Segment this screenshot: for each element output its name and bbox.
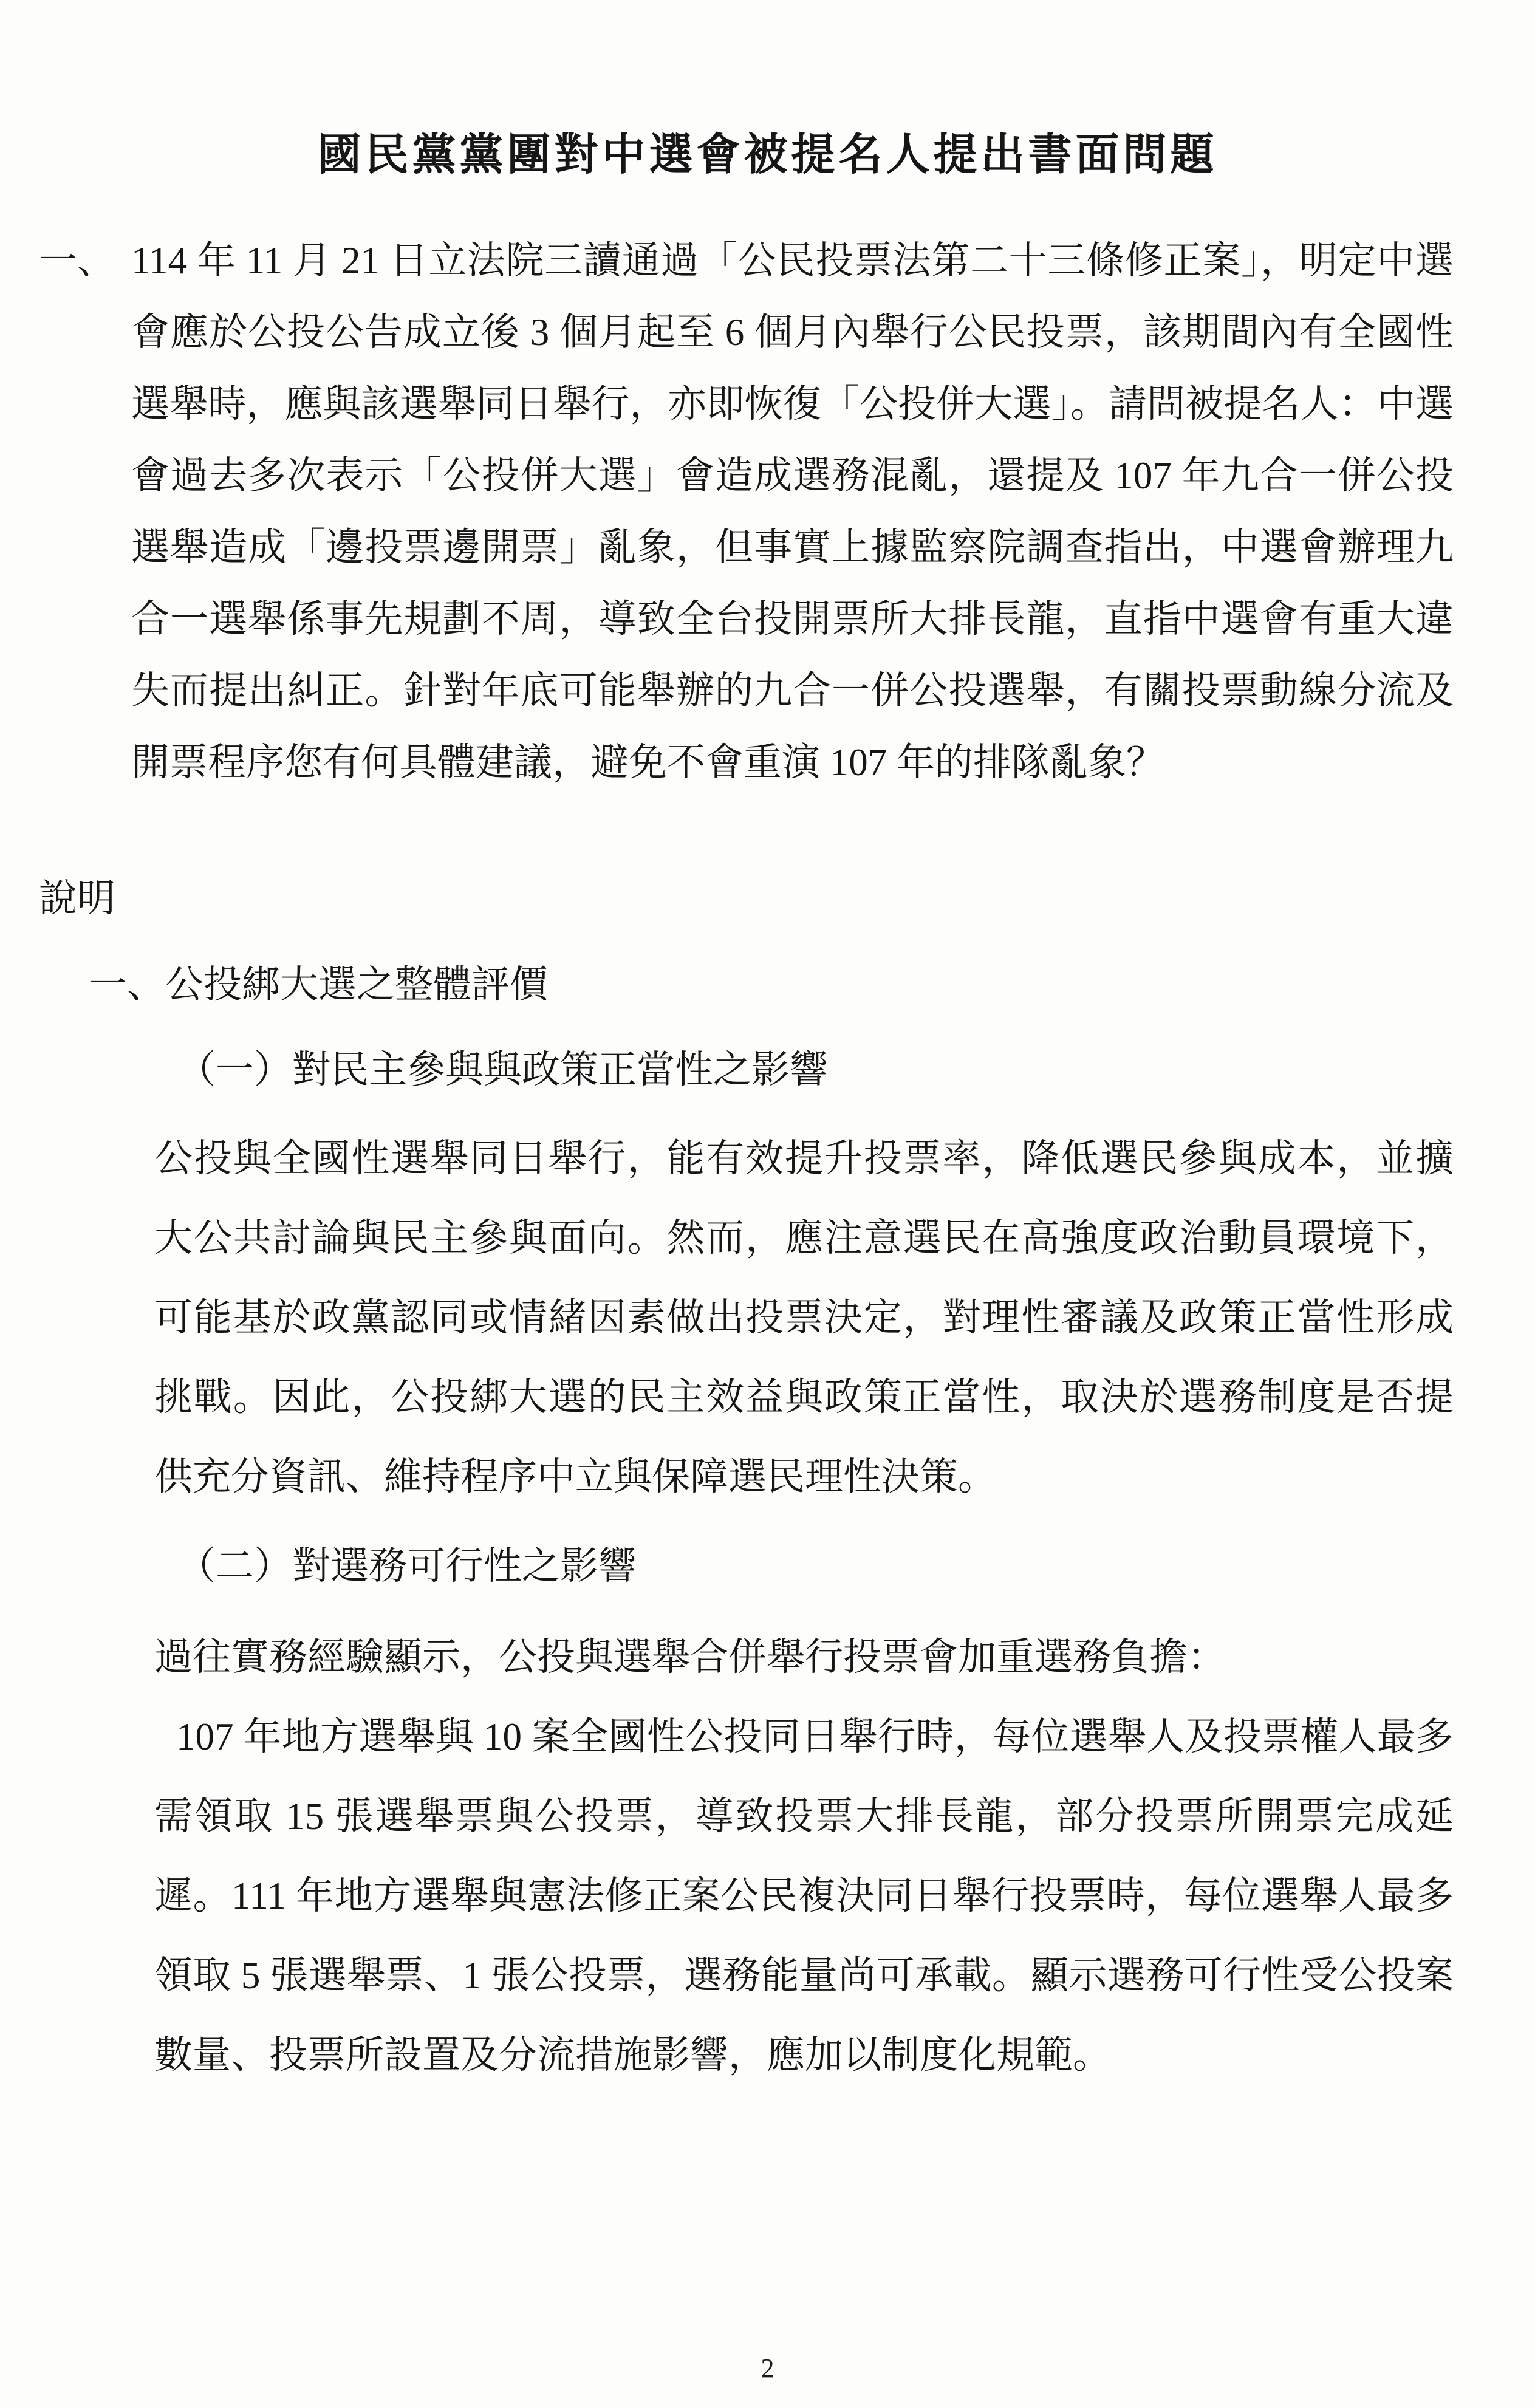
subsection-1-heading: （一）對民主參與與政策正當性之影響	[177, 1048, 828, 1091]
page-number: 2	[761, 2353, 774, 2383]
subsection-1-body: 公投與全國性選舉同日舉行，能有效提升投票率，降低選民參與成本，並擴大公共討論與民主參與面向。然而，應注意選民在高強度政治動員環境下，可能基於政黨認同或情緒因素做出投票決定，對理性審議及政策正當性形成挑戰。因此，公投綁大選的民主效益與政策正當性，取決於選務制度是否提供充分資訊、維持程序中立與保障選民理性決策。	[154, 1137, 1454, 1498]
question-item	[39, 225, 1454, 798]
explanation-label: 說明	[39, 877, 115, 920]
document-title: 國民黨黨團對中選會被提名人提出書面問題	[317, 131, 1218, 179]
question-text: 114 年 11 月 21 日立法院三讀通過「公民投票法第二十三條修正案」，明定中選會應於公投公告成立後 3 個月起至 6 個月內舉行公民投票，該期間內有全國性選舉時，應與該選舉同日舉行，亦即恢復「公投併大選」。請問被提名人：中選會過去多次表示「公投併大選」會造成選務混亂，還提及 107 年九合一併公投選舉造成「邊投票邊開票」亂象，但事實上據監察院調查指出，中選會辦理九合一選舉係事先規劃不周，導致全台投開票所大排長龍，直指中選會有重大違失而提出糾正。針對年底可能舉辦的九合一併公投選舉，有關投票動線分流及開票程序您有何具體建議，避免不會重演 107 年的排隊亂象？	[131, 239, 1454, 784]
section-1-heading: 一、公投綁大選之整體評價	[89, 963, 548, 1006]
subsection-2-heading: （二）對選務可行性之影響	[177, 1545, 637, 1587]
question-number: 一、	[39, 239, 115, 282]
subsection-2-intro: 過往實務經驗顯示，公投與選舉合併舉行投票會加重選務負擔：	[154, 1636, 1226, 1678]
subsection-2-body: 107 年地方選舉與 10 案全國性公投同日舉行時，每位選舉人及投票權人最多需領取 15 張選舉票與公投票，導致投票大排長龍，部分投票所開票完成延遲。111 年地方選舉與憲法修正案公民複決同日舉行投票時，每位選舉人最多領取 5 張選舉票、1 張公投票，選務能量尚可承載。顯示選務可行性受公投案數量、投票所設置及分流措施影響，應加以制度化規範。	[154, 1715, 1454, 2076]
